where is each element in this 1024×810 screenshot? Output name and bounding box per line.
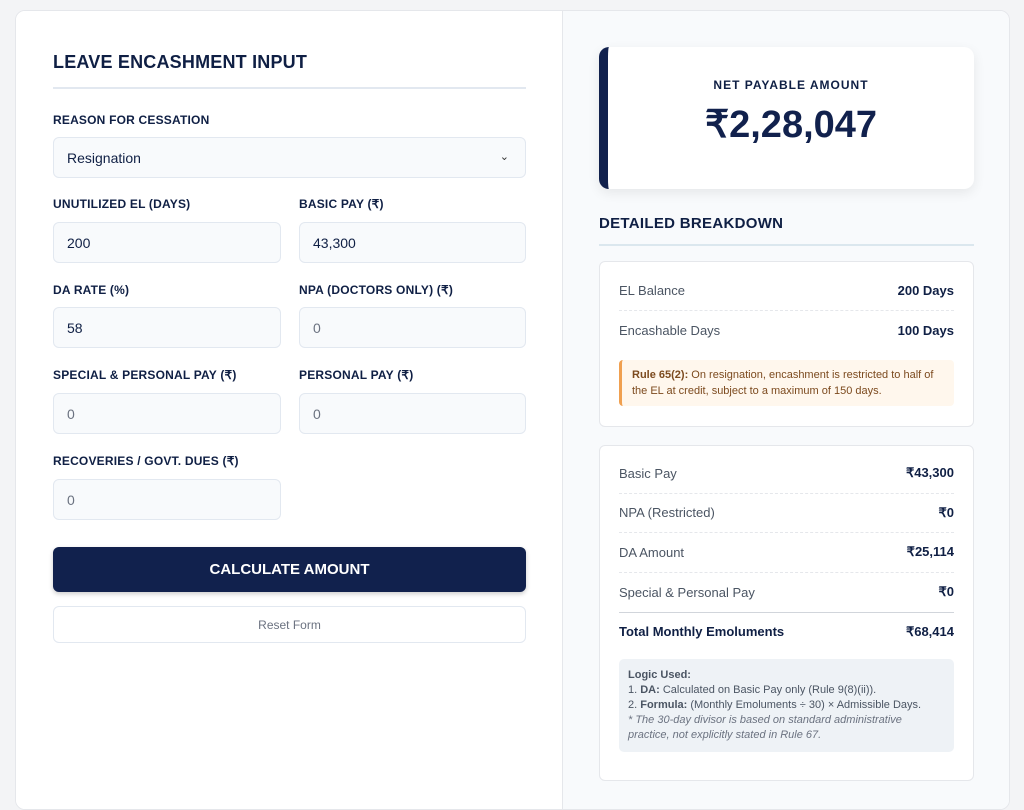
row-value: 200 Days <box>897 282 954 298</box>
basic-pay-row <box>619 454 954 494</box>
pay-breakdown <box>599 445 974 781</box>
chevron-down-icon: ⌄ <box>499 151 509 163</box>
logic-key: DA: <box>640 684 660 696</box>
row-value: ₹68,414 <box>905 623 954 639</box>
logic-key: Formula: <box>640 699 688 711</box>
net-value: ₹2,28,047 <box>704 104 878 146</box>
row-label: EL Balance <box>619 282 686 298</box>
row-value: ₹0 <box>938 584 954 600</box>
reason-value: Resignation <box>67 150 141 166</box>
el-balance-row <box>619 271 954 311</box>
calculator-card <box>15 10 1010 810</box>
reset-button[interactable]: Reset Form <box>53 606 526 643</box>
result-panel <box>563 11 1010 809</box>
npa-input[interactable]: 0 <box>299 307 526 348</box>
personal-label: PERSONAL PAY (₹) <box>299 368 414 382</box>
special-label: SPECIAL & PERSONAL PAY (₹) <box>53 368 237 382</box>
row-value: ₹43,300 <box>905 465 954 481</box>
input-panel <box>16 11 563 809</box>
rule-text: On resignation, encashment is restricted to half of the EL at credit, subject to a maximum of 150 days. <box>632 369 934 397</box>
reason-select[interactable] <box>53 137 526 178</box>
row-label: NPA (Restricted) <box>619 505 715 521</box>
total-row <box>619 612 954 650</box>
row-label: Basic Pay <box>619 465 677 481</box>
special-pay-input[interactable]: 0 <box>53 393 281 434</box>
reason-label: REASON FOR CESSATION <box>53 113 210 127</box>
personal-pay-input[interactable]: 0 <box>299 393 526 434</box>
logic-text: (Monthly Emoluments ÷ 30) × Admissible Days. <box>687 699 922 711</box>
net-label: NET PAYABLE AMOUNT <box>713 78 869 92</box>
logic-num: 1. <box>628 684 641 696</box>
row-label: Total Monthly Emoluments <box>619 624 785 639</box>
el-breakdown <box>599 261 974 427</box>
logic-text: Calculated on Basic Pay only (Rule 9(8)(ii)). <box>659 684 877 696</box>
logic-num: 2. <box>628 699 641 711</box>
divider <box>599 244 974 246</box>
row-label: Special & Personal Pay <box>619 584 755 600</box>
rule-ref: Rule 65(2): <box>632 369 689 381</box>
logic-footnote: * The 30-day divisor is based on standard administrative practice, not explicitly stated in Rule 67. <box>628 714 902 741</box>
net-payable-card <box>599 47 974 189</box>
logic-note <box>619 659 954 752</box>
form-title: LEAVE ENCASHMENT INPUT <box>53 52 308 72</box>
row-label: Encashable Days <box>619 322 721 338</box>
recoveries-input[interactable]: 0 <box>53 479 281 520</box>
calculate-button[interactable]: CALCULATE AMOUNT <box>53 547 526 592</box>
basic-pay-input[interactable]: 43,300 <box>299 222 526 263</box>
breakdown-title: DETAILED BREAKDOWN <box>599 215 784 232</box>
divider <box>53 87 526 89</box>
npa-row <box>619 494 954 534</box>
npa-label: NPA (DOCTORS ONLY) (₹) <box>299 283 454 297</box>
row-value: ₹0 <box>938 504 954 520</box>
da-rate-input[interactable]: 58 <box>53 307 281 348</box>
basic-label: BASIC PAY (₹) <box>299 197 384 211</box>
row-label: DA Amount <box>619 544 685 560</box>
recoveries-label: RECOVERIES / GOVT. DUES (₹) <box>53 454 239 468</box>
row-value: ₹25,114 <box>906 544 954 560</box>
da-label: DA RATE (%) <box>53 283 130 297</box>
da-row <box>619 533 954 573</box>
el-input[interactable]: 200 <box>53 222 281 263</box>
special-pay-row <box>619 573 954 613</box>
logic-title: Logic Used: <box>628 669 691 681</box>
row-value: 100 Days <box>897 322 954 338</box>
rule-note <box>619 360 954 406</box>
el-label: UNUTILIZED EL (DAYS) <box>53 197 191 211</box>
encashable-days-row <box>619 311 954 351</box>
